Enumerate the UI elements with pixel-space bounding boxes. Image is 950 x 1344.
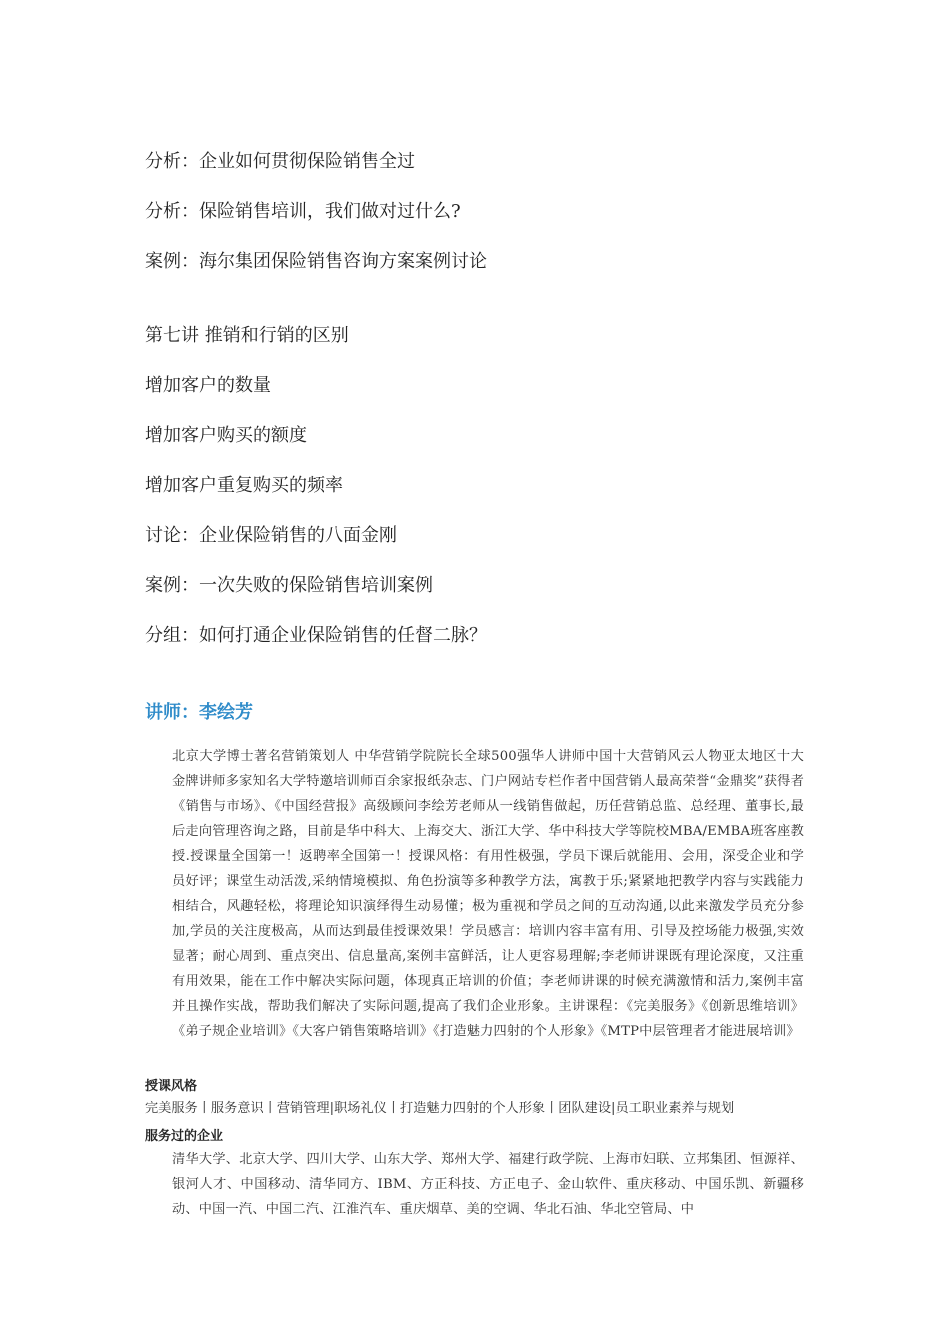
lecture-7-item-1: 增加客户的数量 [145, 375, 271, 396]
teaching-style-heading: 授课风格 [145, 1079, 198, 1094]
teaching-style-line: 完美服务丨服务意识丨营销管理|职场礼仪丨打造魅力四射的个人形象丨团队建设|员工职业素养与规划 [145, 1101, 735, 1116]
instructor-heading: 讲师：李绘芳 [145, 702, 253, 723]
lecture-7-item-6: 分组：如何打通企业保险销售的任督二脉？ [145, 625, 487, 646]
lecture-7-item-3: 增加客户重复购买的频率 [145, 475, 343, 496]
analysis-line-2: 分析：保险销售培训，我们做对过什么? [145, 201, 461, 222]
lecture-7-title: 第七讲 推销和行销的区别 [145, 325, 349, 346]
analysis-line-1: 分析：企业如何贯彻保险销售全过 [145, 151, 415, 172]
lecture-7-item-5: 案例：一次失败的保险销售培训案例 [145, 575, 433, 596]
clients-heading: 服务过的企业 [145, 1129, 224, 1144]
lecture-7-item-2: 增加客户购买的额度 [145, 425, 307, 446]
case-line-haier: 案例：海尔集团保险销售咨询方案案例讨论 [145, 251, 487, 272]
instructor-bio: 北京大学博士著名营销策划人 中华营销学院院长全球500强华人讲师中国十大营销风云人物亚太地区十大金牌讲师多家知名大学特邀培训师百余家报纸杂志、门户网站专栏作者中国营销人最高荣誉“金鼎奖”获得者《销售与市场》、《中国经营报》高级顾问李绘芳老师从一线销售做起，历任营销总监、总经理、董事长,最后走向管理咨询之路，目前是华中科大、上海交大、浙江大学、华中科技大学等院校MBA/EMBA班客座教授.授课量全国第一！返聘率全国第一！授课风格：有用性极强，学员下课后就能用、会用，深受企业和学员好评；课堂生动活泼,采纳情境模拟、角色扮演等多种教学方法，寓教于乐;紧紧地把教学内容与实践能力相结合，风趣轻松，将理论知识演绎得生动易懂；极为重视和学员之间的互动沟通,以此来激发学员充分参加,学员的关注度极高，从而达到最佳授课效果！学员感言：培训内容丰富有用、引导及控场能力极强,实效显著；耐心周到、重点突出、信息量高,案例丰富鲜活，让人更容易理解;李老师讲课既有理论深度，又注重有用效果，能在工作中解决实际问题，体现真正培训的价值；李老师讲课的时候充满激情和活力,案例丰富并且操作实战，帮助我们解决了实际问题,提高了我们企业形象。主讲课程：《完美服务》《创新思维培训》《弟子规企业培训》《大客户销售策略培训》《打造魅力四射的个人形象》《MTP中层管理者才能进展培训》 [172, 749, 804, 1039]
clients-list: 清华大学、北京大学、四川大学、山东大学、郑州大学、福建行政学院、上海市妇联、立邦集团、恒源祥、银河人才、中国移动、清华同方、IBM、方正科技、方正电子、金山软件、重庆移动、中国乐凯、新疆移动、中国一汽、中国二汽、江淮汽车、重庆烟草、美的空调、华北石油、华北空管局、中 [172, 1152, 804, 1217]
lecture-7-item-4: 讨论：企业保险销售的八面金刚 [145, 525, 397, 546]
